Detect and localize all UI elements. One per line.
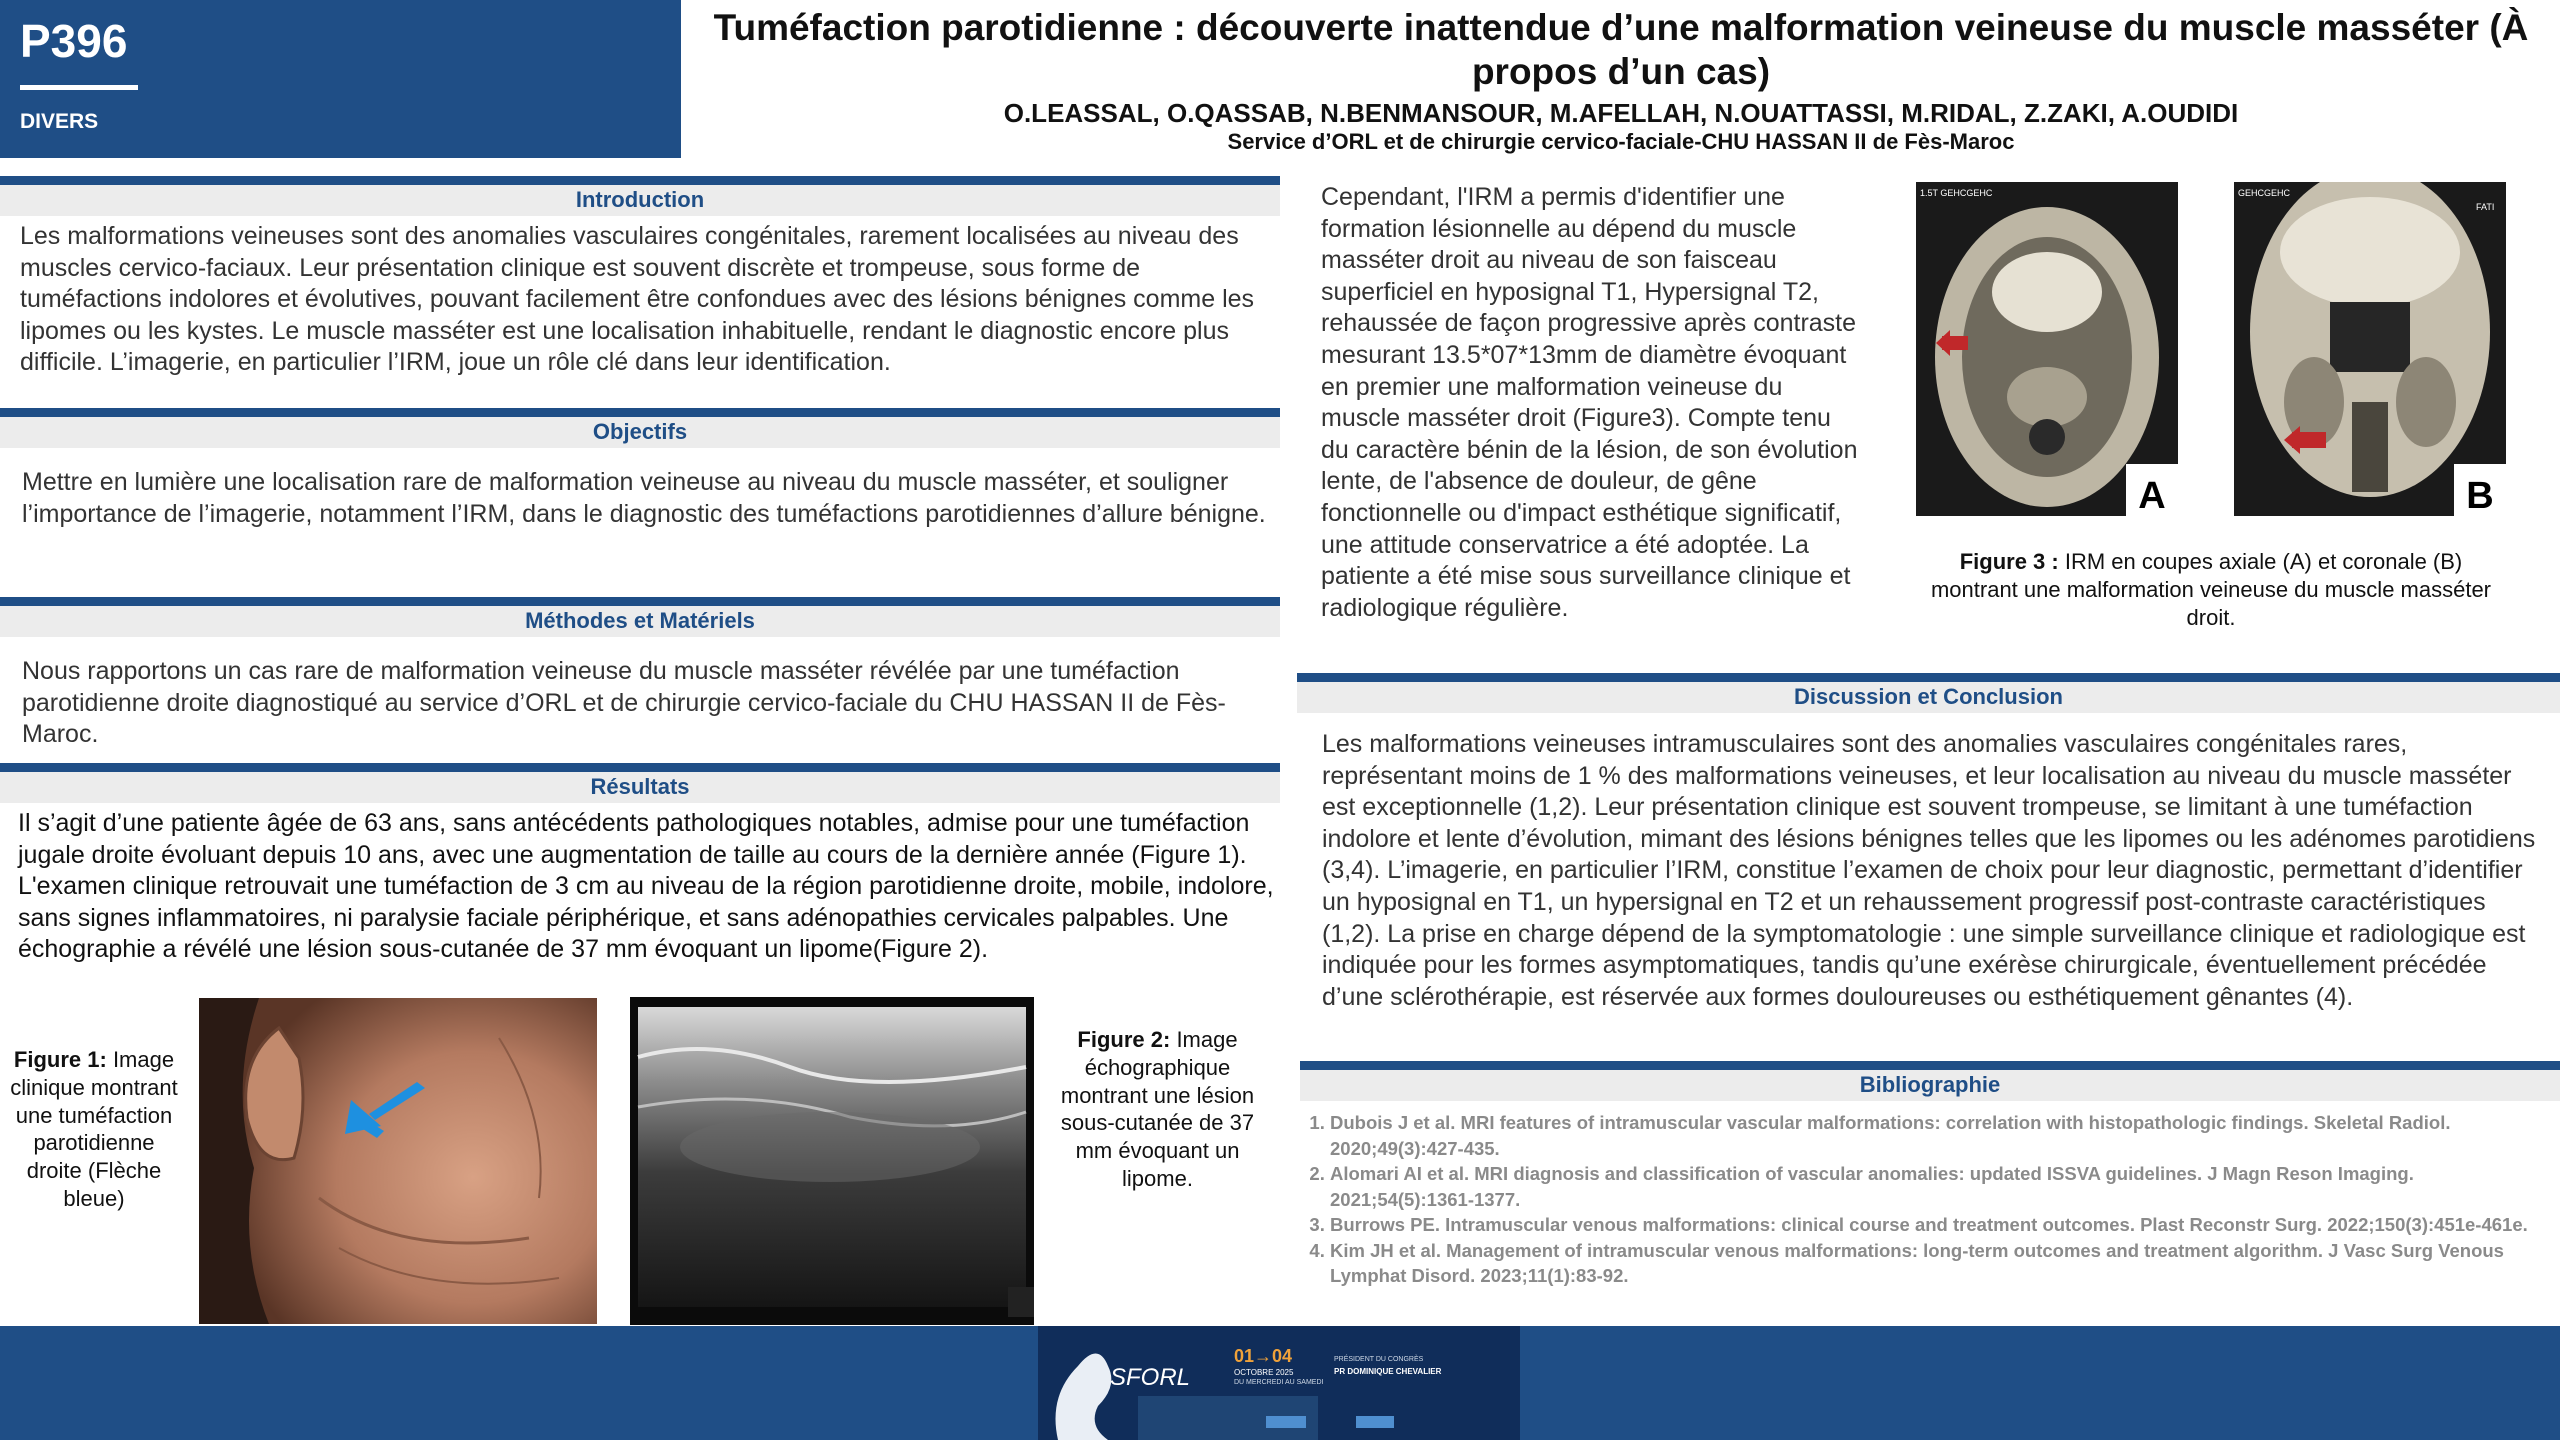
section-heading-methodes: Méthodes et Matériels — [0, 597, 1280, 637]
congress-logo: SFORL — [1110, 1364, 1191, 1391]
section-heading-resultats: Résultats — [0, 763, 1280, 803]
methodes-text: Nous rapportons un cas rare de malformation veineuse du muscle masséter révélée par une tuméfaction parotidienne droite diagnostiqué au service d’ORL et de chirurgie cervico-faciale du CHU HASSAN II de Fès-Maroc. — [22, 657, 1226, 749]
section-heading-bibliographie: Bibliographie — [1300, 1061, 2560, 1101]
poster-affiliation: Service d’ORL et de chirurgie cervico-faciale-CHU HASSAN II de Fès-Maroc — [1227, 129, 2015, 154]
figure3-panel-b-label: B — [2466, 475, 2494, 516]
figure1-caption-text: Image clinique montrant une tuméfaction parotidienne droite (Flèche bleue) — [10, 1047, 178, 1211]
figure1-label: Figure 1: — [13, 1047, 107, 1072]
id-divider — [20, 85, 138, 90]
congress-dates: 01→04 — [1234, 1346, 1293, 1366]
objectifs-text: Mettre en lumière une localisation rare de malformation veineuse au niveau du muscle masséter, et souligner l’importance de l’imagerie, notamment l’IRM, dans le diagnostic des tuméfactions parotidiennes d’allure bénigne. — [22, 468, 1266, 528]
poster-id: P396 — [20, 15, 128, 67]
poster-id-box — [0, 0, 681, 158]
congress-month: OCTOBRE 2025 — [1234, 1368, 1294, 1377]
bibliography-item: 4. Kim JH et al. Management of intramuscular venous malformations: long-term outcomes and treatment algorithm. J Vasc Surg Venous Lymphat Disord. 2023;11(1):83-92. — [1330, 1238, 2546, 1289]
poster-category: DIVERS — [20, 110, 99, 133]
discussion-text: Les malformations veineuses intramusculaires sont des anomalies vasculaires congénitales rares, représentant moins de 1 % des malformations veineuses, et leur localisation au niveau du muscle masséter est exceptionnelle (1,2). Leur présentation clinique est souvent trompeuse, se limitant à une tuméfaction indolore et lente d’évolution, mimant des lésions bénignes telles que les lipomes ou les adénomes parotidiens (3,4). L’imagerie, en particulier l’IRM, constitue l’examen de choix pour leur diagnostic, permettant d’identifier un hyposignal en T1, un hypersignal en T2 et un rehaussement progressif post-contraste caractéristiques (1,2). La prise en charge dépend de la symptomatologie : une simple surveillance clinique et radiologique est indiquée pour les formes asymptomatiques, tandis qu’une exérèse chirurgicale, éventuellement précédée d’une sclérothérapie, est réservée aux formes douloureuses ou esthétiquement gênantes (4). — [1322, 730, 2536, 1011]
figure3-label: Figure 3 : — [1959, 549, 2059, 574]
figure3-caption — [1926, 548, 2496, 631]
section-heading-introduction: Introduction — [0, 176, 1280, 216]
poster-authors: O.LEASSAL, O.QASSAB, N.BENMANSOUR, M.AFELLAH, N.OUATTASSI, M.RIDAL, Z.ZAKI, A.OUDIDI — [1003, 98, 2239, 128]
figure3-caption-text: IRM en coupes axiale (A) et coronale (B) montrant une malformation veineuse du muscle masséter droit. — [1930, 549, 2492, 630]
bibliography-item: 3. Burrows PE. Intramuscular venous malformations: clinical course and treatment outcomes. Plast Reconstr Surg. 2022;150(3):451e-461e. — [1330, 1212, 2546, 1238]
resultats-continuation-text: Cependant, l'IRM a permis d'identifier une formation lésionnelle au dépend du muscle masséter droit au niveau de son faisceau superficiel en hyposignal T1, Hypersignal T2, rehaussée de façon progressive après contraste mesurant 13.5*07*13mm de diamètre évoquant en premier une malformation veineuse du muscle masséter droit (Figure3). Compte tenu du caractère bénin de la lésion, de son évolution lente, de l'absence de douleur, de gêne fonctionnelle ou d'impact esthétique significatif, une attitude conservatrice a été adoptée. La patiente a été mise sous surveillance clinique et radiologique régulière. — [1321, 183, 1858, 622]
bibliography-item: 1. Dubois J et al. MRI features of intramuscular vascular malformations: correlation with histopathologic findings. Skeletal Radiol. 2020;49(3):427-435. — [1330, 1110, 2546, 1161]
mri-b-corner-text: GEHCGEHC — [2238, 188, 2291, 198]
section-heading-objectifs: Objectifs — [0, 408, 1280, 448]
congress-days: DU MERCREDI AU SAMEDI — [1234, 1379, 1324, 1386]
figure1-clinical-photo — [199, 998, 597, 1324]
bibliography-item: 2. Alomari AI et al. MRI diagnosis and classification of vascular anomalies: updated ISSVA guidelines. J Magn Reson Imaging. 2021;54(5):1361-1377. — [1330, 1161, 2546, 1212]
congress-banner — [1038, 1326, 1520, 1440]
figure1-caption — [4, 1046, 184, 1213]
figure2-caption — [1050, 1026, 1265, 1193]
poster-title: Tuméfaction parotidienne : découverte inattendue d’une malformation veineuse du muscle masséter (À propos d’un cas) — [713, 7, 2529, 92]
figure2-ultrasound-image — [630, 997, 1034, 1325]
figure2-caption-text: Image échographique montrant une lésion sous-cutanée de 37 mm évoquant un lipome. — [1060, 1027, 1255, 1191]
bibliography — [1296, 1110, 2546, 1289]
figure3-mri-coronal — [2234, 182, 2506, 516]
mri-a-corner-text: 1.5T GEHCGEHC — [1920, 188, 1993, 198]
section-heading-discussion: Discussion et Conclusion — [1297, 673, 2560, 713]
resultats-text: Il s’agit d’une patiente âgée de 63 ans, sans antécédents pathologiques notables, admise pour une tuméfaction jugale droite évoluant depuis 10 ans, avec une augmentation de taille au cours de la dernière année (Figure 1). L'examen clinique retrouvait une tuméfaction de 3 cm au niveau de la région parotidienne droite, mobile, indolore, sans signes inflammatoires, ni paralysie faciale périphérique, et sans adénopathies cervicales palpables. Une échographie a révélé une lésion sous-cutanée de 37 mm évoquant un lipome(Figure 2). — [18, 809, 1274, 964]
figure3-panel-a-label: A — [2138, 475, 2166, 516]
congress-president-name: PR DOMINIQUE CHEVALIER — [1334, 1367, 1442, 1376]
introduction-text: Les malformations veineuses sont des anomalies vasculaires congénitales, rarement localisées au niveau des muscles cervico-faciaux. Leur présentation clinique est souvent discrète et trompeuse, sous forme de tuméfactions indolores et évolutives, pouvant facilement être confondues avec des lésions bénignes comme les lipomes ou les kystes. Le muscle masséter est une localisation inhabituelle, rendant le diagnostic encore plus difficile. L’imagerie, en particulier l’IRM, joue un rôle clé dans leur identification. — [20, 222, 1255, 377]
congress-president-label: PRÉSIDENT DU CONGRÈS — [1334, 1356, 1424, 1363]
figure2-label: Figure 2: — [1077, 1027, 1171, 1052]
figure3-mri-axial — [1916, 182, 2178, 516]
mri-b-corner-right-text: FATI — [2476, 202, 2495, 212]
